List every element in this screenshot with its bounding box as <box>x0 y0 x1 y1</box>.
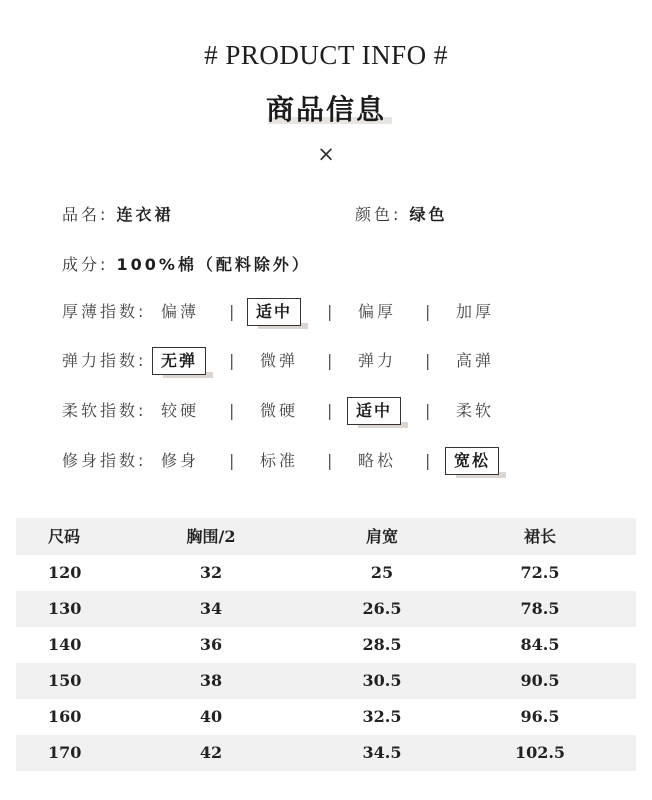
composition-label: 成分: <box>62 255 109 274</box>
composition-row <box>62 252 311 275</box>
separator: | <box>425 351 431 370</box>
index-label: 弹力指数: <box>62 351 147 370</box>
table-header-row <box>16 518 636 555</box>
cell-chest: 32 <box>199 563 223 582</box>
cell-shoulder: 25 <box>370 563 394 582</box>
index-option: 加厚 <box>456 302 495 321</box>
index-option: 高弹 <box>456 351 495 370</box>
table-row <box>16 663 636 699</box>
color-label: 颜色: <box>355 205 402 224</box>
table-row <box>16 627 636 663</box>
title-chinese: 商品信息 <box>266 88 386 128</box>
cell-chest: 34 <box>199 599 223 618</box>
index-option: 微硬 <box>260 401 299 420</box>
index-label: 柔软指数: <box>62 401 147 420</box>
table-row <box>16 699 636 735</box>
separator: | <box>229 302 235 321</box>
cell-size: 140 <box>48 635 82 654</box>
title-english: # PRODUCT INFO # <box>204 40 448 70</box>
separator: | <box>229 351 235 370</box>
header-shoulder: 肩宽 <box>365 527 398 546</box>
index-label: 修身指数: <box>62 451 147 470</box>
index-option-selected: 适中 <box>347 397 401 425</box>
divider-cross-icon: × <box>317 142 335 166</box>
index-option-selected: 宽松 <box>445 447 499 475</box>
color-row <box>355 202 448 225</box>
header-chest: 胸围/2 <box>186 527 236 546</box>
separator: | <box>327 351 333 370</box>
cell-size: 170 <box>48 743 82 762</box>
cell-size: 160 <box>48 707 82 726</box>
table-row <box>16 591 636 627</box>
product-name-row <box>62 202 174 225</box>
cell-size: 150 <box>48 671 82 690</box>
cell-shoulder: 32.5 <box>362 707 402 726</box>
header-size: 尺码 <box>48 527 81 546</box>
separator: | <box>425 451 431 470</box>
index-option: 弹力 <box>358 351 397 370</box>
cell-length: 102.5 <box>514 743 566 762</box>
table-row <box>16 555 636 591</box>
cell-length: 90.5 <box>520 671 560 690</box>
cell-length: 84.5 <box>520 635 560 654</box>
cell-size: 130 <box>48 599 82 618</box>
index-option-selected: 适中 <box>247 298 301 326</box>
separator: | <box>425 401 431 420</box>
index-option: 偏厚 <box>358 302 397 321</box>
cell-length: 78.5 <box>520 599 560 618</box>
index-option: 标准 <box>260 451 299 470</box>
index-label: 厚薄指数: <box>62 302 147 321</box>
cell-chest: 42 <box>199 743 223 762</box>
index-option: 较硬 <box>161 401 200 420</box>
index-option: 略松 <box>358 451 397 470</box>
cell-chest: 40 <box>199 707 223 726</box>
product-name-label: 品名: <box>62 205 109 224</box>
index-option-selected: 无弹 <box>152 347 206 375</box>
separator: | <box>425 302 431 321</box>
softness-index-row <box>62 396 622 426</box>
product-name-value: 连衣裙 <box>116 205 174 224</box>
index-option: 微弹 <box>260 351 299 370</box>
table-row <box>16 735 636 771</box>
fit-index-row <box>62 446 622 476</box>
separator: | <box>327 451 333 470</box>
separator: | <box>229 401 235 420</box>
size-table <box>16 518 636 771</box>
cell-shoulder: 30.5 <box>362 671 402 690</box>
cell-chest: 36 <box>199 635 223 654</box>
color-value: 绿色 <box>409 205 448 224</box>
cell-length: 72.5 <box>520 563 560 582</box>
cell-length: 96.5 <box>520 707 560 726</box>
thickness-index-row <box>62 297 622 327</box>
cell-size: 120 <box>48 563 82 582</box>
index-option: 修身 <box>161 451 200 470</box>
cell-shoulder: 28.5 <box>362 635 402 654</box>
separator: | <box>327 401 333 420</box>
composition-value: 100%棉（配料除外） <box>116 255 311 274</box>
index-option: 柔软 <box>456 401 495 420</box>
elasticity-index-row <box>62 346 622 376</box>
cell-shoulder: 26.5 <box>362 599 402 618</box>
cell-chest: 38 <box>199 671 223 690</box>
header-length: 裙长 <box>523 527 556 546</box>
cell-shoulder: 34.5 <box>362 743 402 762</box>
separator: | <box>327 302 333 321</box>
index-option: 偏薄 <box>161 302 200 321</box>
separator: | <box>229 451 235 470</box>
